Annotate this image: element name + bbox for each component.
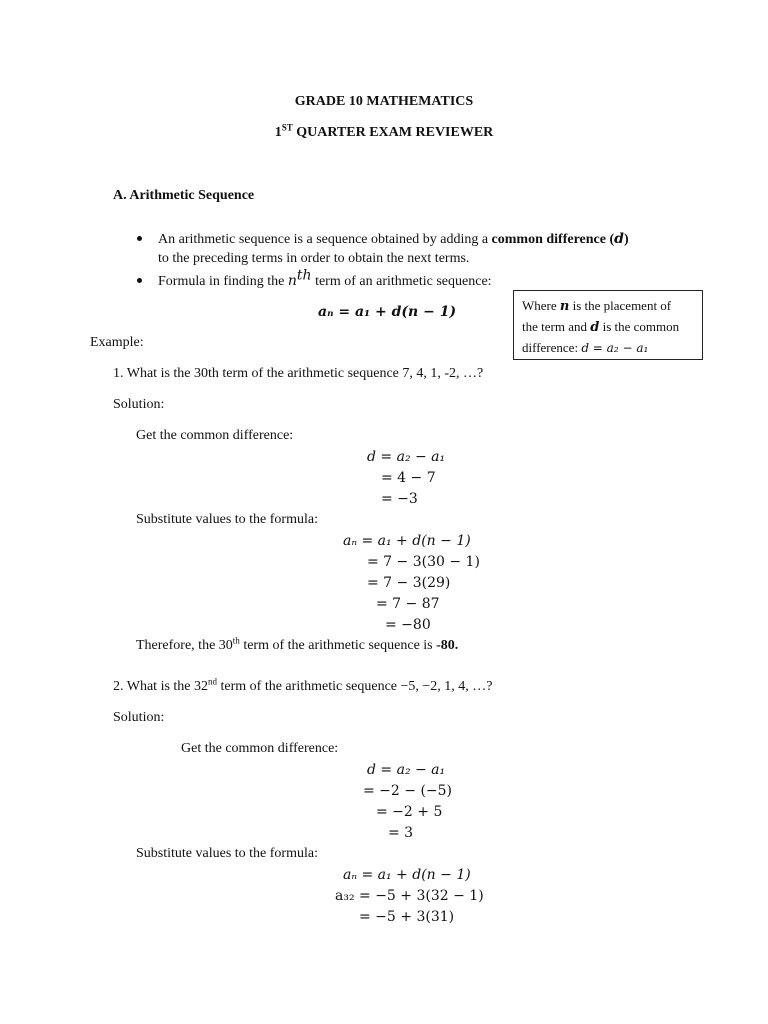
note-line3 — [522, 338, 694, 358]
bullet1-var: d — [614, 231, 624, 247]
note-text: difference: — [522, 340, 582, 355]
problem1-formula-line: = 7 − 3(30 − 1) — [367, 554, 480, 570]
problem1-step2: Substitute values to the formula: — [136, 512, 318, 527]
problem1-cd-line: d = a₂ − a₁ — [367, 449, 446, 465]
note-equation: d = a₂ − a₁ — [581, 341, 649, 355]
problem2-step2: Substitute values to the formula: — [136, 846, 318, 861]
problem1-solution-label: Solution: — [113, 397, 165, 412]
bullet2-th: th — [296, 267, 312, 284]
problem2-solution-label: Solution: — [113, 710, 165, 725]
conclusion-text: Therefore, the 30 — [136, 638, 233, 653]
problem2-formula-line: aₙ = a₁ + d(n − 1) — [343, 867, 471, 883]
problem1-question: 1. What is the 30th term of the arithmetic sequence 7, 4, 1, -2, …? — [113, 366, 484, 381]
bullet1-close: ) — [623, 232, 629, 247]
question-text: term of the arithmetic sequence −5, −2, 1, 4, …? — [217, 679, 493, 694]
bullet2-n: n — [287, 273, 297, 289]
note-text: is the placement of — [569, 298, 672, 313]
note-text: Where — [522, 298, 560, 313]
note-var-n: n — [559, 299, 570, 314]
note-line1 — [522, 296, 694, 317]
section-heading: A. Arithmetic Sequence — [113, 188, 255, 203]
subtitle-sup: ST — [281, 122, 293, 133]
problem1-formula-line: aₙ = a₁ + d(n − 1) — [343, 533, 471, 549]
problem2-cd-line: = 3 — [388, 825, 414, 841]
bullet1-line2: to the preceding terms in order to obtain the next terms. — [158, 251, 470, 266]
problem2-cd-line: d = a₂ − a₁ — [367, 762, 446, 778]
question-text: 2. What is the 32 — [113, 679, 209, 694]
problem2-step1: Get the common difference: — [181, 741, 339, 756]
example-label: Example: — [90, 335, 144, 350]
main-formula: aₙ = a₁ + d(n − 1) — [318, 304, 457, 320]
problem2-formula-line: = −5 + 3(31) — [359, 909, 455, 925]
note-text: is the common — [599, 319, 680, 334]
note-text: the term and — [522, 319, 591, 334]
problem1-formula-line: = −80 — [385, 617, 431, 633]
definition-note-box — [513, 290, 703, 360]
problem2-cd-line: = −2 − (−5) — [363, 783, 453, 799]
problem2-cd-line: = −2 + 5 — [376, 804, 443, 820]
conclusion-sup: th — [232, 635, 240, 646]
problem1-conclusion — [136, 635, 459, 653]
subtitle-rest: QUARTER EXAM REVIEWER — [292, 125, 494, 140]
problem1-cd-line: = 4 − 7 — [381, 470, 436, 486]
bullet2-rest: term of an arithmetic sequence: — [311, 274, 492, 289]
problem1-formula-line: = 7 − 87 — [376, 596, 440, 612]
problem1-cd-line: = −3 — [381, 491, 418, 507]
bullet1-line1 — [158, 232, 629, 247]
bullet2-line — [158, 267, 492, 289]
subtitle-prefix: 1 — [274, 125, 282, 140]
problem2-question — [113, 676, 493, 694]
bullet-icon — [137, 236, 142, 241]
note-line2 — [522, 317, 694, 338]
conclusion-text: term of the arithmetic sequence is — [239, 638, 437, 653]
bullet-icon — [137, 278, 142, 283]
note-var-d: d — [590, 320, 600, 335]
bullet1-text: An arithmetic sequence is a sequence obtained by adding a — [158, 232, 492, 247]
document-title: GRADE 10 MATHEMATICS — [294, 94, 474, 109]
problem1-step1: Get the common difference: — [136, 428, 294, 443]
problem1-formula-line: = 7 − 3(29) — [367, 575, 451, 591]
conclusion-answer: -80. — [436, 638, 459, 653]
document-subtitle — [0, 122, 768, 140]
question-sup: nd — [208, 676, 218, 687]
bullet2-text: Formula in finding the — [158, 274, 288, 289]
bullet1-bold: common difference ( — [491, 232, 615, 247]
problem2-formula-line: a₃₂ = −5 + 3(32 − 1) — [335, 888, 484, 904]
